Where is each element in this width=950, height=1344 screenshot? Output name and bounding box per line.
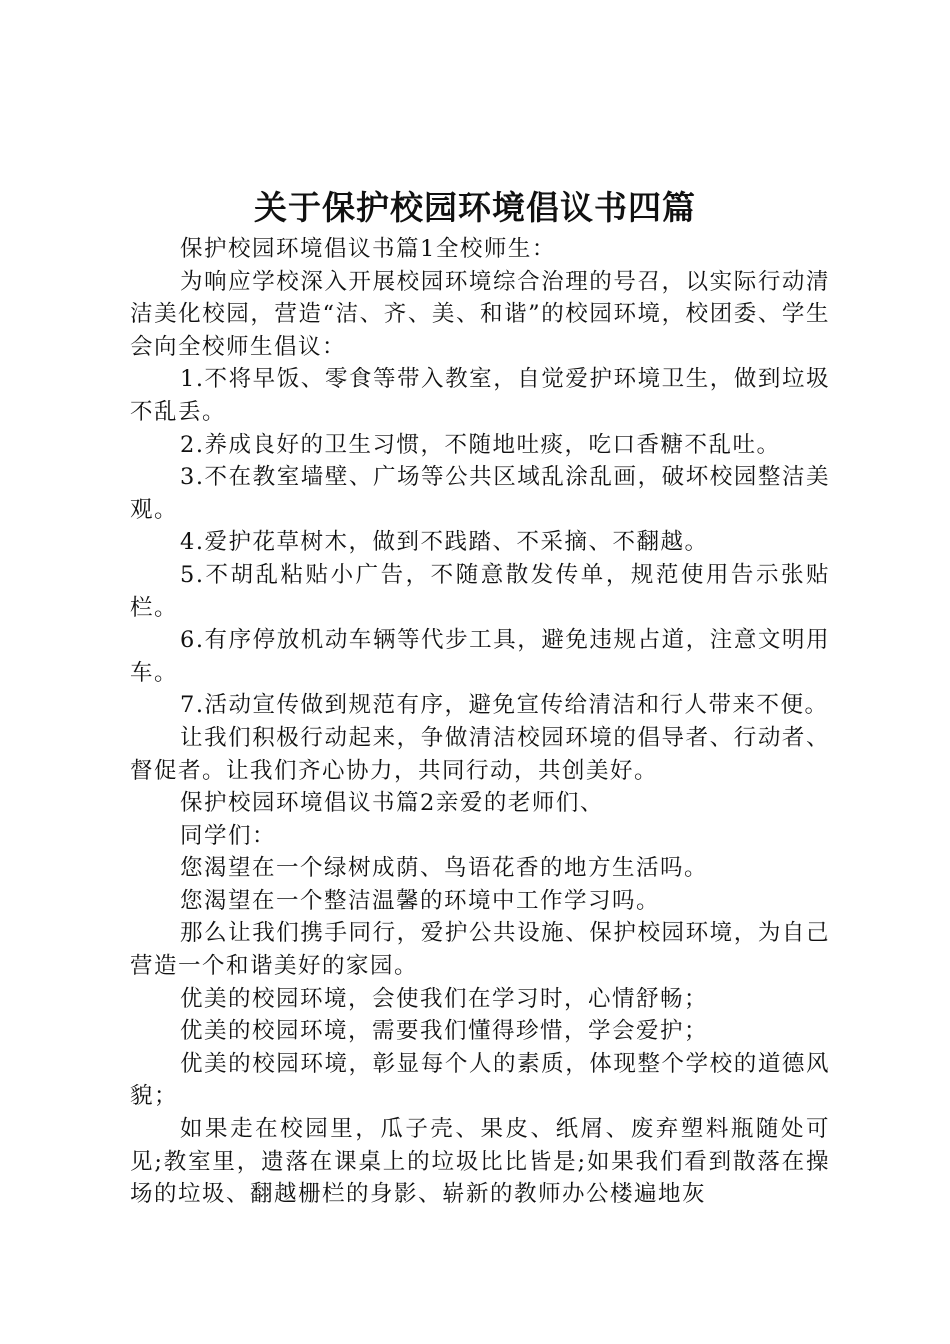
paragraph: 为响应学校深入开展校园环境综合治理的号召，以实际行动清洁美化校园，营造“洁、齐、美、和谐”的校园环境，校团委、学生会向全校师生倡议： xyxy=(130,268,830,360)
paragraph: 优美的校园环境，需要我们懂得珍惜，学会爱护； xyxy=(180,1018,709,1045)
document-body xyxy=(130,233,830,1211)
paragraph: 保护校园环境倡议书篇1全校师生： xyxy=(180,236,556,262)
document-title: 关于保护校园环境倡议书四篇 xyxy=(254,188,696,227)
paragraph: 1.不将早饭、零食等带入教室，自觉爱护环境卫生，做到垃圾不乱丢。 xyxy=(130,366,830,425)
paragraph: 2.养成良好的卫生习惯，不随地吐痰，吃口香糖不乱吐。 xyxy=(180,431,781,458)
paragraph: 4.爱护花草树木，做到不践踏、不采摘、不翻越。 xyxy=(180,529,709,556)
paragraph: 您渴望在一个整洁温馨的环境中工作学习吗。 xyxy=(180,887,661,914)
paragraph: 同学们： xyxy=(180,822,277,849)
paragraph: 您渴望在一个绿树成荫、鸟语花香的地方生活吗。 xyxy=(180,855,709,882)
paragraph: 5.不胡乱粘贴小广告，不随意散发传单，规范使用告示张贴栏。 xyxy=(130,561,830,621)
paragraph: 让我们积极行动起来，争做清洁校园环境的倡导者、行动者、督促者。让我们齐心协力，共同行动，共创美好。 xyxy=(130,724,830,784)
paragraph: 3.不在教室墙壁、广场等公共区域乱涂乱画，破坏校园整洁美观。 xyxy=(130,464,830,523)
paragraph: 6.有序停放机动车辆等代步工具，避免违规占道，注意文明用车。 xyxy=(130,627,830,686)
paragraph: 优美的校园环境，彰显每个人的素质，体现整个学校的道德风貌； xyxy=(130,1050,830,1110)
paragraph: 如果走在校园里，瓜子壳、果皮、纸屑、废弃塑料瓶随处可见;教室里，遗落在课桌上的垃圾比比皆是;如果我们看到散落在操场的垃圾、翻越栅栏的身影、崭新的教师办公楼遍地灰 xyxy=(130,1116,830,1208)
paragraph: 那么让我们携手同行，爱护公共设施、保护校园环境，为自己营造一个和谐美好的家园。 xyxy=(130,920,830,980)
paragraph: 7.活动宣传做到规范有序，避免宣传给清洁和行人带来不便。 xyxy=(180,692,829,719)
paragraph: 保护校园环境倡议书篇2亲爱的老师们、 xyxy=(180,790,604,817)
paragraph: 优美的校园环境，会使我们在学习时，心情舒畅； xyxy=(180,985,709,1012)
